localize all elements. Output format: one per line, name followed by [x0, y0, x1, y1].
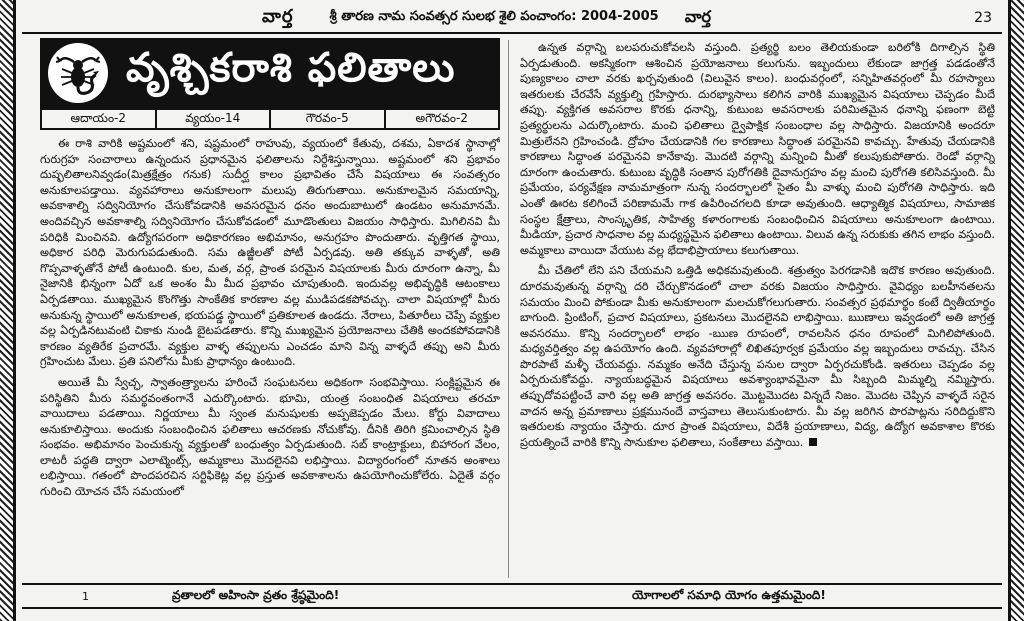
footer-slogan-right: యోగాలలో సమాధి యోగం ఉత్తమమైంది!	[632, 587, 826, 602]
brand-logo-text: వార్త	[262, 5, 294, 27]
page-header	[22, 4, 1002, 32]
footer-slogan-left: వ్రతాలలో అహింసా వ్రతం శ్రేష్ఠమైంది!	[172, 587, 340, 602]
page-title: వృశ్చికరాశి ఫలితాలు	[126, 45, 456, 91]
stat-income: ఆదాయం-2	[42, 110, 157, 128]
header-text: శ్రీ తారణ నామ సంవత్సర సులభ శైలి పంచాంగం: 2004-2005	[329, 9, 659, 24]
article-column-right	[520, 40, 995, 580]
decorative-border-right	[1008, 0, 1024, 621]
paragraph: ఉన్నత వర్గాన్ని బలపరుచుకోవలసి వస్తుంది. ప్రత్యర్థి బలం తెలియకుండా బరిలోకి దిగాల్సిన స్థితి ఏర్పడుతుంది. అకస్మికంగా ఆశించిన ప్రయోజనాలు కలుగును. ఇబ్బందులు లేకుండా జాగ్రత్త పడడంతోనే పుణ్యకాలం చాలా వరకు ఖర్చవుతుంది (విలువైన కాలం). బంధువర్గంలో, సన్నిహితవర్గంలో మీ రహస్యాలు ఇతరులకు చేరవేసే వ్యక్తుల్ని గ్రహిస్తారు. దురభ్యాసాలు కలిగిన వారికి ముఖ్యమైన విషయాలు చెప్పడం మీదే తప్పు. వ్యక్తిగత అవసరాల కొరకు ధనాన్ని, కుటుంబ అవసరాలకు పరిమితమైన ధనాన్ని ఫణంగా బెట్టి ప్రత్యర్థులను ఎదుర్కొంటారు. మంచి ఫలితాలు ద్వైపాక్షిక సంబంధాల వల్ల సాధిస్తారు. విజయానికి అందరూ మిత్రులేనని గ్రహించండి. ద్రోహం చేయడానికి గల కారణాలు సిద్ధాంత పరమైనవి కావచ్చు. హేతువు చేయడానికి కారణాలు సిద్ధాంత పరమైనవి కానేకావు. మొదటి వర్గాన్ని మన్నించి మీతో కలుపుకుపోతారు. రెండో వర్గాన్ని దూరంగా ఉంచుతారు. కుటుంబ వృద్ధికి సంతాన పురోగతికి దైవానుగ్రహం వల్ల మంచి పురోగతి కలిసివస్తుంది. మీ ప్రమేయం, పర్యవేక్షణ నామమాత్రంగా నున్న సందర్భాలలో సైతం మీ వాళ్ళు మంచి పురోగతి సాధిస్తారు. ఇది ఎంతో ఊరట కలిగించే పరిణామమే గాక ఉపిరించగలది కూడా అవుతుంది. ఆధ్యాత్మిక విషయాలు, సామాజిక సంస్థల క్షేత్రాలు, సాంస్కృతిక, సాహిత్య కళారంగాలకు సంబంధించిన విషయాలు అనుకూలంగా ఉంటాయి. మీడియా, ప్రచార సాధనాల వల్ల మధ్యస్థమైన ఫలితాలు ఉంటాయి. విలువ ఉన్న సరుకుకు తగిన లాభం వస్తుంది. అమ్మకాలు వాయిదా వేయుట వల్ల భేదాభిప్రాయాలు కలుగుతాయి.	[520, 41, 995, 257]
paragraph: అయితే మీ స్వేచ్ఛ, స్వాతంత్ర్యాలను హరించే సంఘటనలు అధికంగా సంభవిస్తాయి. సంక్లిష్టమైన ఈ పరిస్థితిని మీరు సమర్థవంతంగానే ఎదుర్కొంటారు. భూమి, యంత్ర సంబంధిత విషయాలు తరచూ వాయిదాలు పడతాయి. నిర్ణయాలు మీ స్వంత మనుషులకు అప్పజెప్పడం మేలు. కోర్టు వివాదాలు అనుకూలిస్తాయి. అందుకు సంబంధించిన ఫలితాలు ఆచరణకు నోచుకోవు. దీనికి తిరిగి క్రమించాల్సిన స్థితి సంభవం. అభిమానం పెంచుకున్న వ్యక్తులతో బంధుత్వం ఏర్పడుతుంది. సబ్ కాంట్రాక్టులు, బిహారంగ వేలం, లాటరీ పద్ధతి ద్వారా ఎలాట్మెంట్స్, అమ్మకాలు మొదలైనవి లభిస్తాయి. విద్యారంగంలో నూతన అంశాలు లభిస్తాయి. గతంలో పొందపరచిన సర్టిఫికెట్ల వల్ల ప్రస్తుత అవకాశాలను ఉపయోగించుకోలేరు. ఏదైతే వర్గం గురించి యోచన చేసే సమయంలో	[40, 375, 500, 499]
end-of-article-mark	[809, 438, 817, 446]
paragraph-text: మీ చేతిలో లేని పని చేయమని ఒత్తిడి అధికమవుతుంది. శత్రుత్వం పెరగడానికి ఇదొక కారణం అవుతుంది. దూరమవుతున్న వర్గాన్ని దరి చేర్చుకొనడంలో చాలా వరకు విజయం సాధిస్తారు. వైవిధ్యం బలహీనతలను సమయం మించి పోకుండా మీకు అనుకూలంగా మలచుకోగలుగుతారు. సంవత్సర ప్రథమార్థం కంటే ద్వితీయార్థం బాగుంది. ప్రింటింగ్, ప్రచార విషయాలు, ప్రకటనలు మొదలైనవి లాభిస్తాయి. ఋణాలు ఇవ్వడంలో అతి జాగ్రత్త అవసరము. కొన్ని సందర్భాలలో లాభం -ఋణ రూపంలో, రావలసిన ధనం రూపంలో మిగిలిపోతుంది. మధ్యవర్తిత్వం వల్ల ఉపయోగం ఉంది. వ్యవహారాల్లో లిఖితపూర్వక ప్రమేయం వల్ల ఇబ్బందులు రావచ్చు. చేసిన పొరపాటే మళ్ళీ చేయవద్దు. నమ్మకం అనేది చేస్తున్న పనుల ద్వారా ఏర్పరచుకోండి. ఇతరులు చెప్పడం వల్ల ఏర్పరుచుకోవద్దు. న్యాయబద్ధమైన విషయాలు అవశ్యాంభావమైనా మీ సిబ్బంది మిమ్మల్ని నమ్మిస్తారు. తప్పుదోవపట్టించే వారి వల్ల అతి జాగ్రత్త అవసరం. మొట్టమొదట విన్నదే నిజం. మొదట చెప్పిన వాళ్ళదే సరైన వాదన అన్న ప్రమాణాలు ప్రక్షమునందే వాస్తవాలు తెలుసుకుంటారు. మీ వల్ల జరిగిన పొరపాట్లను సరిదిద్దుకొని ఇతరులకు న్యాయం చేస్తారు. దూర ప్రాంత విషయాలు, విదేశీ ప్రయాణాలు, విద్య, ఉద్యోగ అవకాశాల కొరకు ప్రయత్నించే వారికి కొన్ని సానుకూల ఫలితాలు, సంకేతాలు వస్తాయి.	[520, 264, 995, 449]
title-banner	[40, 38, 500, 108]
stat-dishonour: అగౌరవం-2	[415, 110, 468, 125]
page-number: 23	[974, 10, 992, 26]
page-footer	[22, 583, 1002, 609]
footer-number: 1	[82, 589, 89, 603]
paragraph	[520, 263, 995, 450]
stat-expense: వ్యయం-14	[157, 110, 272, 128]
article-column-left	[40, 136, 500, 580]
stats-bar	[40, 108, 500, 130]
column-divider	[508, 40, 509, 578]
brand-logo-text-right: వార్త	[684, 6, 711, 26]
header-rule	[22, 32, 1002, 34]
decorative-border-left	[0, 0, 16, 621]
scorpion-icon	[48, 43, 108, 103]
paragraph: ఈ రాశి వారికి అష్టమంలో శని, షష్టమంలో రాహువు, వ్యయంలో కేతువు, దశమ, ఏకాదశ స్థానాల్లో గురుగ్రహ సంచారాలు ఉన్నందున ప్రధానమైన ఫలితాలను నిర్దేశిస్తున్నాయి. అష్టమంలో శని ప్రభావం దుష్ఫలితాలనివ్వడం(మిత్రక్షేత్రం గనుక) సుదీర్ఘ కాలం ప్రభావితం చేసే విషయాలు ఈ సంవత్సరం అనుకూలపడ్తాయి. వ్యవహారాలు అనుకూలంగా మలుపు తిరుగుతాయి. అనుకూలమైన సమయాన్ని, అవకాశాల్ని సద్వినియోగం చేసుకోవడానికి అవసరమైన ధనం అందుబాటులో ఉండటం అనుమానమే. అందివచ్చిన అవకాశాల్ని సద్వినియోగం చేసుకోవడంలో మూడొంతులు విజయం సాధిస్తారు. మిగిలినవి మీ పరిధికి మించినవి. ఉద్యోగపరంగా అధికారగణం అభిమానం, అనుగ్రహం పొందుతారు. వృత్తిగత స్థాయి, అధికార పరిధి మెరుగుపడుతుంది. సమ ఉజ్జీలతో పోటీ ఏర్పడవు. అతి తక్కువ వాళ్ళతో, అతి గొప్పవాళ్ళతోనే పోటీ ఉంటుంది. కుల, మత, వర్గ, ప్రాంత పరమైన విషయాలకు మీరు దూరంగా ఉన్నా, మీ నైజానికి భిన్నంగా ఏదో ఒక అంశం మీ మీద ప్రభావం చూపుతుంది. ఇందువల్ల అభివృద్ధికి ఆటంకాలు ఏర్పడతాయి. ముఖ్యమైన కొంగొత్తు సాంకేతిక కారణాల వల్ల ముడిపడకపోవచ్చు. చాలా విషయాల్లో మీరు అనుకున్న స్థాయిలో అనుకూలత, భయపడ్డ స్థాయిలో ప్రతికూలత ఉండదు. నేరాలు, పితూరీలు చెప్పే వ్యక్తుల వల్ల ఏర్పడినటువంటి చికాకు నుండి బైటపడతారు. కొన్ని ముఖ్యమైన ప్రయోజనాలు చేతికి అందకపోవడానికి కారణం వ్యతిరేక ప్రచారమే. వ్యక్తుల వాళ్ళ తప్పులను ఎంచడం మాని విన్న వాళ్ళదే తప్పు అని మీరు గ్రహించుట మేలు. ప్రతి పనిలోను మీకు ప్రాధాన్యం ఉంటుంది.	[40, 137, 500, 369]
stat-honour: గౌరవం-5	[271, 110, 386, 128]
